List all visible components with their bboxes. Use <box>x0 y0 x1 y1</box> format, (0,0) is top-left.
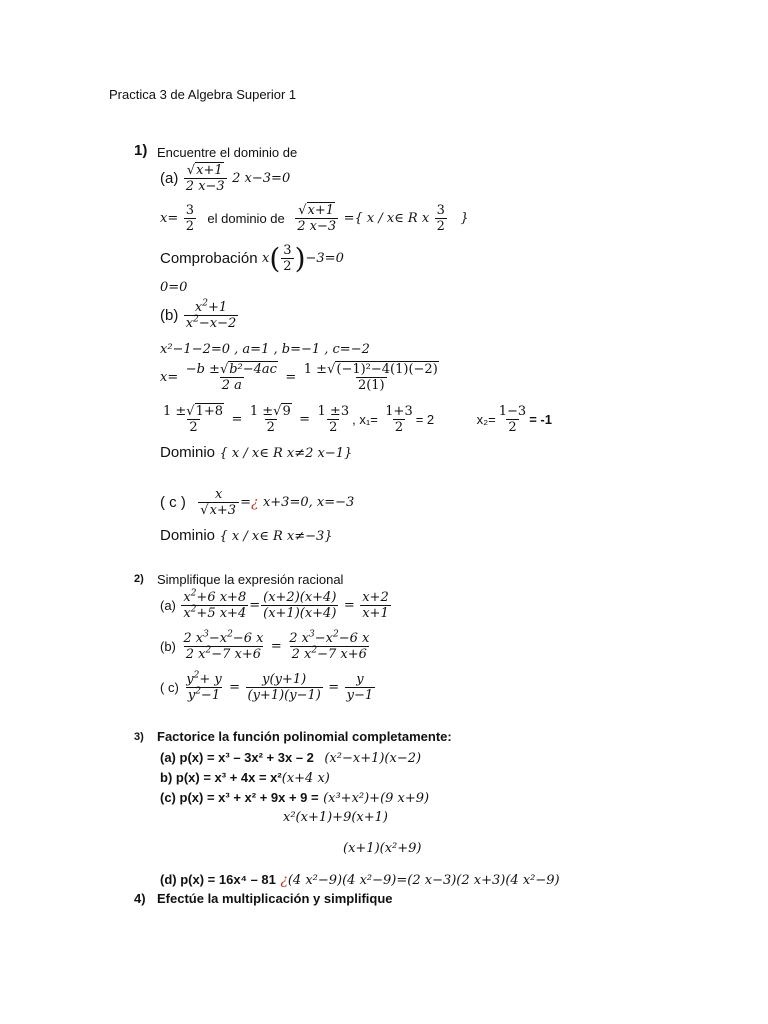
problem-1b: (b) $\frac{x^2+1}{x^2-x-2}$ <box>160 298 237 331</box>
section-4-number: 4) <box>134 891 146 906</box>
problem-3c-step2: x²(x+1)+9(x+1) <box>283 810 388 825</box>
domain-1c: Dominio { x / x∈ R x≠−3} <box>160 527 333 544</box>
section-3-heading: Factorice la función polinomial completamente: <box>157 729 452 744</box>
fraction-1a: $\frac{√x+1}{2 x-3}$ <box>185 163 225 194</box>
quadratic-formula: x= $\frac{\text{−b ±√b²−4ac}}{2 a}$ = $\frac{\text{1 ±√(−1)²−4(1)(−2)}}{2(1)}$ <box>160 362 438 393</box>
section-1-heading: Encuentre el dominio de <box>157 145 298 160</box>
problem-3b: b) p(x) = x³ + 4x = x²(x+4 x) <box>160 770 330 786</box>
problem-1c: ( c ) $\frac{x}{√x+3}$ =¿ x+3=0, x=−3 <box>160 487 355 518</box>
domain-1b: Dominio { x / x∈ R x≠2 x−1} <box>160 444 353 461</box>
check-1a: Comprobación x( $\frac{3}{2}$ )−3=0 <box>160 242 344 275</box>
problem-3a: (a) p(x) = x³ – 3x² + 3x – 2 (x²−x+1)(x−2) <box>160 750 422 766</box>
problem-3c: (c) p(x) = x³ + x² + 9x + 9 = (x³+x²)+(9 x+9) <box>160 790 430 806</box>
problem-2a: (a) $\frac{x^2+6 x+8}{x^2+5 x+4}$ = $\frac{(x+2)(x+4)}{(x+1)(x+4)}$ = $\frac{x+2}{x+1}$ <box>160 588 389 621</box>
label-1a: (a) <box>160 170 179 187</box>
page-title: Practica 3 de Algebra Superior 1 <box>109 87 297 102</box>
problem-1a <box>160 163 290 194</box>
roots-line: $\frac{1 \pm√1+8}{2}$ = $\frac{1 \pm√9}{2}$ = $\frac{1 \pm 3}{2}$ , x₁= $\frac{1+3}{2}$ = 2 x₂= $\frac{1-3}{2}$ = -1 <box>163 404 552 435</box>
problem-3c-step3: (x+1)(x²+9) <box>343 841 422 856</box>
domain-1a: x= $\frac{3}{2}$ el dominio de $\frac{√x+1}{2 x-3}$ ={ x / x∈ R x $\frac{3}{2}$ } <box>160 203 469 234</box>
section-4-heading: Efectúe la multiplicación y simplifique <box>157 891 393 906</box>
eq-tail-1a: 2 x−3=0 <box>232 171 291 186</box>
section-2-heading: Simplifique la expresión racional <box>157 572 344 587</box>
quadratic-coefficients: x²−1−2=0 , a=1 , b=−1 , c=−2 <box>160 342 370 357</box>
section-2-number: 2) <box>134 573 144 585</box>
section-3-number: 3) <box>134 731 144 743</box>
problem-2b: (b) $\frac{2 x^3-x^2-6 x}{2 x^2-7 x+6}$ = $\frac{2 x^3-x^2-6 x}{2 x^2-7 x+6}$ <box>160 629 370 662</box>
problem-3d: (d) p(x) = 16x⁴ – 81 ¿(4 x²−9)(4 x²−9)=(2 x−3)(2 x+3)(4 x²−9) <box>160 872 560 888</box>
problem-2c: ( c) $\frac{y^2+ y}{y^2-1}$ = $\frac{y(y+1)}{(y+1)(y-1)}$ = $\frac{y}{y-1}$ <box>160 670 374 703</box>
section-1-number: 1) <box>134 142 148 159</box>
result-1a: 0=0 <box>160 280 188 295</box>
